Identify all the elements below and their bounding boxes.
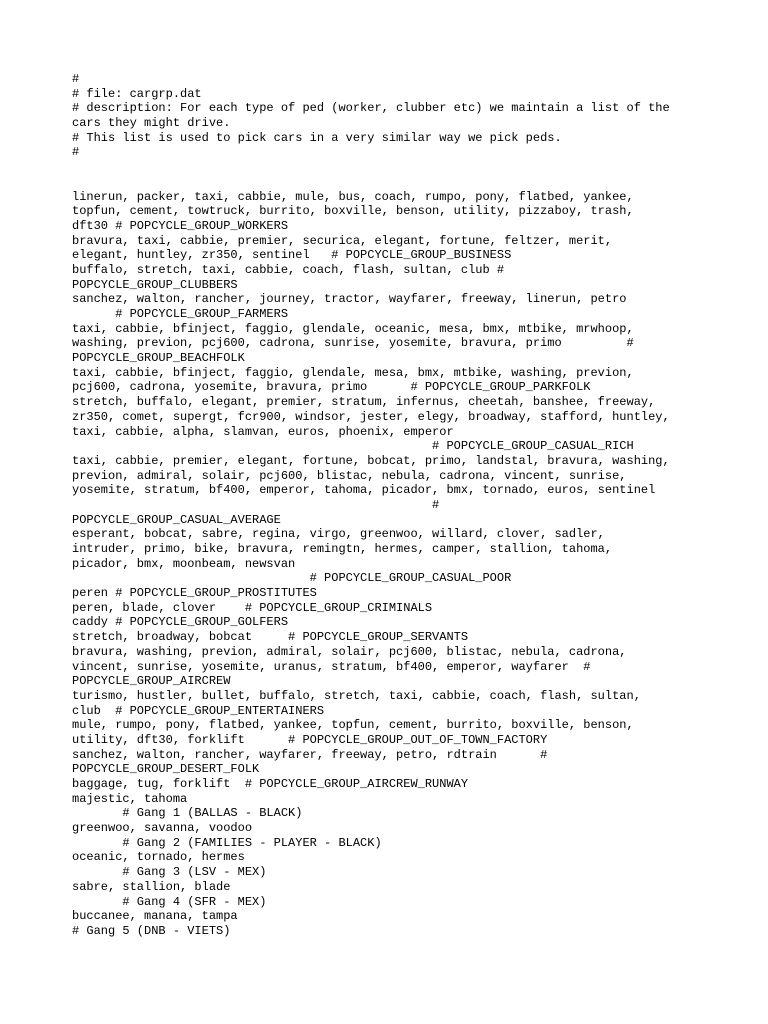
text-line: utility, dft30, forklift # POPCYCLE_GROUP_OUT_OF_TOWN_FACTORY — [72, 732, 548, 747]
text-line: stretch, broadway, bobcat # POPCYCLE_GROUP_SERVANTS — [72, 630, 469, 645]
text-line: # — [72, 72, 80, 86]
text-line: POPCYCLE_GROUP_BEACHFOLK — [72, 351, 245, 366]
text-line: caddy # POPCYCLE_GROUP_GOLFERS — [72, 615, 289, 630]
text-line: # POPCYCLE_GROUP_FARMERS — [72, 307, 289, 321]
text-line: # POPCYCLE_GROUP_CASUAL_RICH — [72, 439, 634, 454]
text-line: # Gang 4 (SFR - MEX) — [72, 894, 267, 909]
text-line: oceanic, tornado, hermes — [72, 850, 245, 865]
text-line: elegant, huntley, zr350, sentinel # POPCYCLE_GROUP_BUSINESS — [72, 248, 512, 263]
text-line: sanchez, walton, rancher, wayfarer, freeway, petro, rdtrain # — [72, 747, 548, 762]
text-line: # Gang 1 (BALLAS - BLACK) — [72, 806, 303, 821]
text-line: linerun, packer, taxi, cabbie, mule, bus, coach, rumpo, pony, flatbed, yankee, — [72, 189, 634, 204]
text-line: taxi, cabbie, premier, elegant, fortune, bobcat, primo, landstal, bravura, washing, — [72, 453, 670, 468]
text-line: bravura, washing, previon, admiral, solair, pcj600, blistac, nebula, cadrona, — [72, 644, 627, 659]
text-line: # Gang 5 (DNB - VIETS) — [72, 923, 231, 938]
text-line: # — [72, 145, 80, 160]
blank-line — [72, 175, 712, 190]
text-line: sanchez, walton, rancher, journey, tractor, wayfarer, freeway, linerun, petro — [72, 292, 627, 307]
text-line: # description: For each type of ped (worker, clubber etc) we maintain a list of the — [72, 101, 670, 116]
text-line: peren, blade, clover # POPCYCLE_GROUP_CRIMINALS — [72, 600, 433, 615]
text-line: picador, bmx, moonbeam, newsvan — [72, 556, 296, 571]
text-line: buccanee, manana, tampa — [72, 909, 238, 924]
text-line: greenwoo, savanna, voodoo — [72, 821, 253, 836]
text-line: # This list is used to pick cars in a very similar way we pick peds. — [72, 130, 562, 145]
text-line: esperant, bobcat, sabre, regina, virgo, greenwoo, willard, clover, sadler, — [72, 527, 605, 542]
text-line: POPCYCLE_GROUP_AIRCREW — [72, 674, 231, 689]
text-line: topfun, cement, towtruck, burrito, boxville, benson, utility, pizzaboy, trash, — [72, 204, 634, 219]
text-line: taxi, cabbie, bfinject, faggio, glendale, oceanic, mesa, bmx, mtbike, mrwhoop, — [72, 321, 634, 336]
text-line: dft30 # POPCYCLE_GROUP_WORKERS — [72, 218, 289, 233]
text-line: POPCYCLE_GROUP_DESERT_FOLK — [72, 762, 260, 777]
text-line: peren # POPCYCLE_GROUP_PROSTITUTES — [72, 586, 317, 601]
text-line: POPCYCLE_GROUP_CLUBBERS — [72, 277, 238, 292]
text-line: vincent, sunrise, yosemite, uranus, stratum, bf400, emperor, wayfarer # — [72, 659, 591, 674]
text-line: pcj600, cadrona, yosemite, bravura, primo # POPCYCLE_GROUP_PARKFOLK — [72, 380, 591, 395]
text-line: washing, previon, pcj600, cadrona, sunrise, yosemite, bravura, primo # — [72, 336, 634, 351]
document-body — [72, 72, 712, 939]
text-line: zr350, comet, supergt, fcr900, windsor, jester, elegy, broadway, stafford, huntley, — [72, 409, 670, 424]
text-line: yosemite, stratum, bf400, emperor, tahoma, picador, bmx, tornado, euros, sentinel — [72, 483, 656, 498]
text-line: sabre, stallion, blade — [72, 879, 231, 894]
text-line: club # POPCYCLE_GROUP_ENTERTAINERS — [72, 703, 325, 718]
text-line: turismo, hustler, bullet, buffalo, stretch, taxi, cabbie, coach, flash, sultan, — [72, 688, 641, 703]
text-line: # POPCYCLE_GROUP_CASUAL_POOR — [72, 571, 512, 586]
text-line: taxi, cabbie, bfinject, faggio, glendale, mesa, bmx, mtbike, washing, previon, — [72, 365, 634, 380]
text-line: stretch, buffalo, elegant, premier, stratum, infernus, cheetah, banshee, freeway, — [72, 395, 656, 410]
text-line: # — [72, 497, 440, 512]
text-line: cars they might drive. — [72, 116, 231, 131]
text-line: # file: cargrp.dat — [72, 86, 202, 101]
blank-line — [72, 160, 712, 175]
text-line: buffalo, stretch, taxi, cabbie, coach, flash, sultan, club # — [72, 262, 505, 277]
text-line: majestic, tahoma — [72, 791, 188, 806]
text-line: POPCYCLE_GROUP_CASUAL_AVERAGE — [72, 512, 281, 527]
text-line: previon, admiral, solair, pcj600, blistac, nebula, cadrona, vincent, sunrise, — [72, 468, 627, 483]
text-line: baggage, tug, forklift # POPCYCLE_GROUP_AIRCREW_RUNWAY — [72, 777, 469, 791]
text-line: bravura, taxi, cabbie, premier, securica, elegant, fortune, feltzer, merit, — [72, 233, 613, 248]
text-line: intruder, primo, bike, bravura, remingtn, hermes, camper, stallion, tahoma, — [72, 542, 613, 556]
text-line: taxi, cabbie, alpha, slamvan, euros, phoenix, emperor — [72, 424, 454, 439]
text-line: # Gang 3 (LSV - MEX) — [72, 865, 267, 880]
text-line: mule, rumpo, pony, flatbed, yankee, topfun, cement, burrito, boxville, benson, — [72, 718, 634, 733]
text-line: # Gang 2 (FAMILIES - PLAYER - BLACK) — [72, 835, 382, 850]
